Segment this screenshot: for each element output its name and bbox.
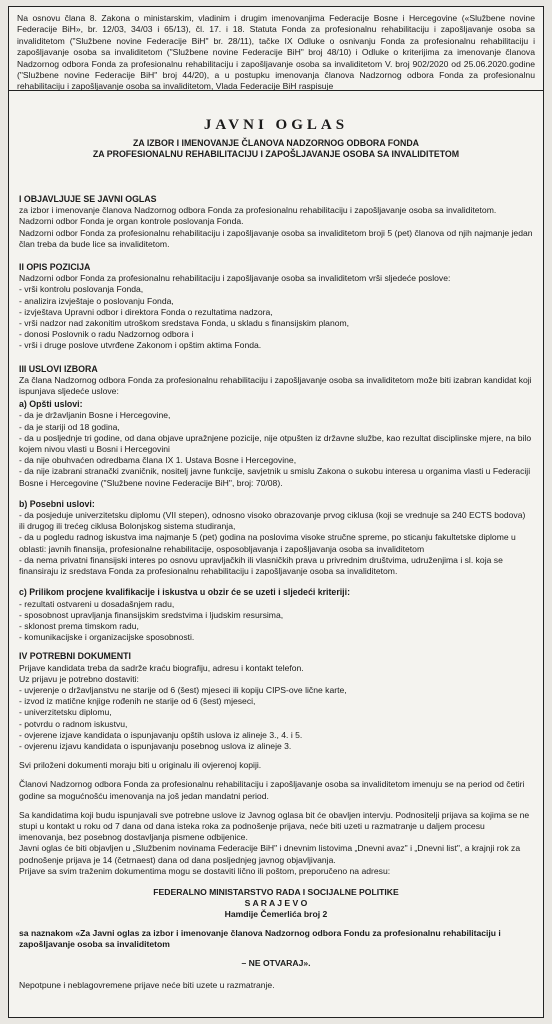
list-item: - izvod iz matične knjige rođenih ne starije od 6 (šest) mjeseci, [19,696,256,707]
special-conditions-title: b) Posebni uslovi: [19,498,95,509]
section-2-list [19,284,533,351]
notice-subtitle-2: ZA PROFESIONALNU REHABILITACIJU I ZAPOŠLJAVANJE OSOBA SA INVALIDITETOM [92,149,460,159]
intro-paragraph: Na osnovu člana 8. Zakona o ministarskim, vladinim i drugim imenovanjima Federacije Bosne i Hercegovine («Službene novine Federacije BiH», br. 12/03, 34/03 i 65/13), čl. 17. i 18. Statuta Fonda za profesionalnu rehabilitaciju i zapošljavanje osoba sa invaliditetom ("Službene novine Federacije BiH" br. 28/11), tačke IX Odluke o osnivanju Fonda za profesionalnu rehabilitaciju i zapošljavanje osoba sa invaliditetom ("Službene novine Federacije BiH" broj 48/10) i Odluke o kriterijima za imenovanje članova Nadzornog odbora Fonda za profesionalnu rehabilitaciju i zapošljavanje osoba sa invaliditetom V. broj 902/2020 od 25.06.2020.godine ("Službene novine Federacije BiH" broj 44/20), a u postupku imenovanja članova Nadzornog odbora Fonda za profesionalnu rehabilitaciju i zapošljavanje osoba sa invaliditetom, Vlada Federacije BiH raspisuje [9,7,543,91]
criteria-title: c) Prilikom procjene kvalifikacije i iskustva u obzir će se uzeti i sljedeći kriteriji: [19,587,351,598]
section-1-title: I OBJAVLJUJE SE JAVNI OGLAS [19,194,157,204]
list-item: - donosi Poslovnik o radu Nadzornog odbora i [19,329,194,340]
address-line: S A R A J E V O [244,897,308,908]
list-item: - da nije obuhvaćen odredbama člana IX 1. Ustava Bosne i Hercegovine, [19,455,297,466]
section-1-paragraph: Nadzorni odbor Fonda je organ kontrole poslovanja Fonda. [19,216,244,227]
list-item: - sklonost prema timskom radu, [19,620,139,631]
notice-header [9,117,543,160]
section-1-paragraph: Nadzorni odbor Fonda za profesionalnu rehabilitaciju i zapošljavanje osoba sa invaliditetom broji 5 (pet) članova od njih najmanje jedan član treba da bude lice sa invaliditetom. [19,227,533,249]
section-4-paragraph: Svi priloženi dokumenti moraju biti u originalu ili ovjerenoj kopiji. [19,760,262,771]
list-item: - da je državljanin Bosne i Hercegovine, [19,410,171,421]
list-item: - da posjeduje univerzitetsku diplomu (VII stepen), odnosno visoko obrazovanje prvog ciklusa (koji se vrednuje sa 240 ECTS bodova) ili drugog ili trećeg ciklusa Bolonjskog sistema studiranja, [19,510,526,532]
list-item: - vrši kontrolu poslovanja Fonda, [19,284,144,295]
list-item: - da nema privatni finansijski interes po osnovu upravljačkih ili vlasničkih prava u privrednim društvima, udruženjima i sl. koja se finansiraju iz sredstava Fonda za profesionalnu rehabilitaciju i zapošljavanje osoba sa invaliditetom. [19,554,503,577]
notice-subtitle-1: ZA IZBOR I IMENOVANJE ČLANOVA NADZORNOG ODBORA FONDA [132,138,420,148]
special-conditions-list [19,510,533,577]
address-line: Hamdije Čemerlića broj 2 [224,908,328,919]
notice-title: JAVNI OGLAS [203,117,349,133]
section-4-title: IV POTREBNI DOKUMENTI [19,651,131,662]
list-item: - vrši nadzor nad zakonitim utroškom sredstava Fonda, u skladu s finansijskim planom, [19,318,350,329]
section-4-paragraph: Uz prijavu je potrebno dostaviti: [19,673,139,684]
final-note: Nepotpune i neblagovremene prijave neće biti uzete u razmatranje. [19,979,275,990]
section-4-paragraph: Javni oglas će biti objavljen u „Službenim novinama Federacije BiH" i dnevnim listovima „Dnevni avaz" i „Dnevni list", a krajnji rok za podnošenje prijava je 14 (četrnaest) dana od dana posljednjeg javnog objavljivanja. [19,843,521,865]
list-item: - da je stariji od 18 godina, [19,421,120,432]
list-item: - rezultati ostvareni u dosadašnjem radu, [19,598,175,609]
do-not-open-note: – NE OTVARAJ». [241,958,311,969]
section-2-intro: Nadzorni odbor Fonda za profesionalnu rehabilitaciju i zapošljavanje osoba sa invaliditetom vrši sljedeće poslove: [19,273,451,284]
list-item: - komunikacijske i organizacijske sposobnosti. [19,632,195,643]
section-4-paragraph: Prijave sa svim traženim dokumentima mogu se dostaviti lično ili poštom, preporučeno na adresu: [19,865,391,876]
list-item: - vrši i druge poslove utvrđene Zakonom i opštim aktima Fonda. [19,340,262,351]
list-item: - ovjerenu izjavu kandidata o ispunjavanju posebnog uslova iz alineje 3. [19,740,292,751]
documents-list [19,685,533,752]
general-conditions-list [19,410,533,488]
list-item: - sposobnost upravljanja finansijskim sredstvima i ljudskim resursima, [19,609,284,620]
section-3-intro: Za člana Nadzornog odbora Fonda za profesionalnu rehabilitaciju i zapošljavanje osoba sa invaliditetom može biti izabran kandidat koji ispunjava sljedeće uslove: [19,374,532,397]
section-4-paragraph: Prijave kandidata treba da sadrže kraću biografiju, adresu i kontakt telefon. [19,662,304,673]
section-1-paragraph: za izbor i imenovanje članova Nadzornog odbora Fonda za profesionalnu rehabilitaciju i zapošljavanje osoba sa invaliditetom. [19,205,497,216]
list-item: - da u posljednje tri godine, od dana objave upražnjene pozicije, nije otpušten iz državne službe, kao rezultat disciplinske mjere, na bilo kojem nivou vlasti u Bosni i Hercegovini [19,432,532,455]
general-conditions-title: a) Opšti uslovi: [19,399,83,410]
list-item: - izvještava Upravni odbor i direktora Fonda o rezultatima nadzora, [19,306,273,317]
address-line: FEDERALNO MINISTARSTVO RADA I SOCIJALNE POLITIKE [153,886,399,897]
list-item: - potvrdu o radnom iskustvu, [19,718,128,729]
criteria-list [19,599,533,644]
section-3-title: III USLOVI IZBORA [19,363,98,374]
list-item: - ovjerene izjave kandidata o ispunjavanju opštih uslova iz alineje 3., 4. i 5. [19,729,303,740]
notice-body [9,160,543,991]
list-item: - uvjerenje o državljanstvu ne starije od 6 (šest) mjeseci ili kopiju CIPS-ove lične karte, [19,684,347,695]
list-item: - analizira izvještaje o poslovanju Fonda, [19,295,174,306]
section-2-title: II OPIS POZICIJA [19,262,91,273]
list-item: - univerzitetsku diplomu, [19,707,112,718]
envelope-note: sa naznakom «Za Javni oglas za izbor i imenovanje članova Nadzornog odbora Fondu za profesionalnu rehabilitaciju i zapošljavanje osoba sa invaliditetom [19,927,501,950]
public-notice [8,6,544,1018]
section-4-paragraph: Članovi Nadzornog odbora Fonda za profesionalnu rehabilitaciju i zapošljavanje osoba sa invaliditetom imenuju se na period od četiri godine sa mogućnošću imenovanja na još jedan mandatni period. [19,779,525,801]
section-4-paragraph: Sa kandidatima koji budu ispunjavali sve potrebne uslove iz Javnog oglasa bit će obavljen intervju. Podnositelji prijava sa kojima se ne stupi u kontakt u roku od 7 dana od dana isteka roka za podnošenje prijava, neće biti uzeti u razmatranje u daljem procesu imenovanja, bez posebnog dostavljanja pismene odbijenice. [19,809,530,843]
list-item: - da u pogledu radnog iskustva ima najmanje 5 (pet) godina na poslovima visoke stručne spreme, po sticanju fakultetske diplome u oblasti: javnih finansija, profesionalne rehabilitacije, osposobljavanja i zapošljavanja osoba sa invaliditetom [19,532,516,554]
list-item: - da nije izabrani stranački zvaničnik, nositelj javne funkcije, savjetnik u smislu Zakona o sukobu interesa u organima vlasti u Federaciji Bosne i Hercegovine ("Službene novine Federacije BiH", broj: 70/08). [19,466,531,488]
mailing-address [19,887,533,920]
